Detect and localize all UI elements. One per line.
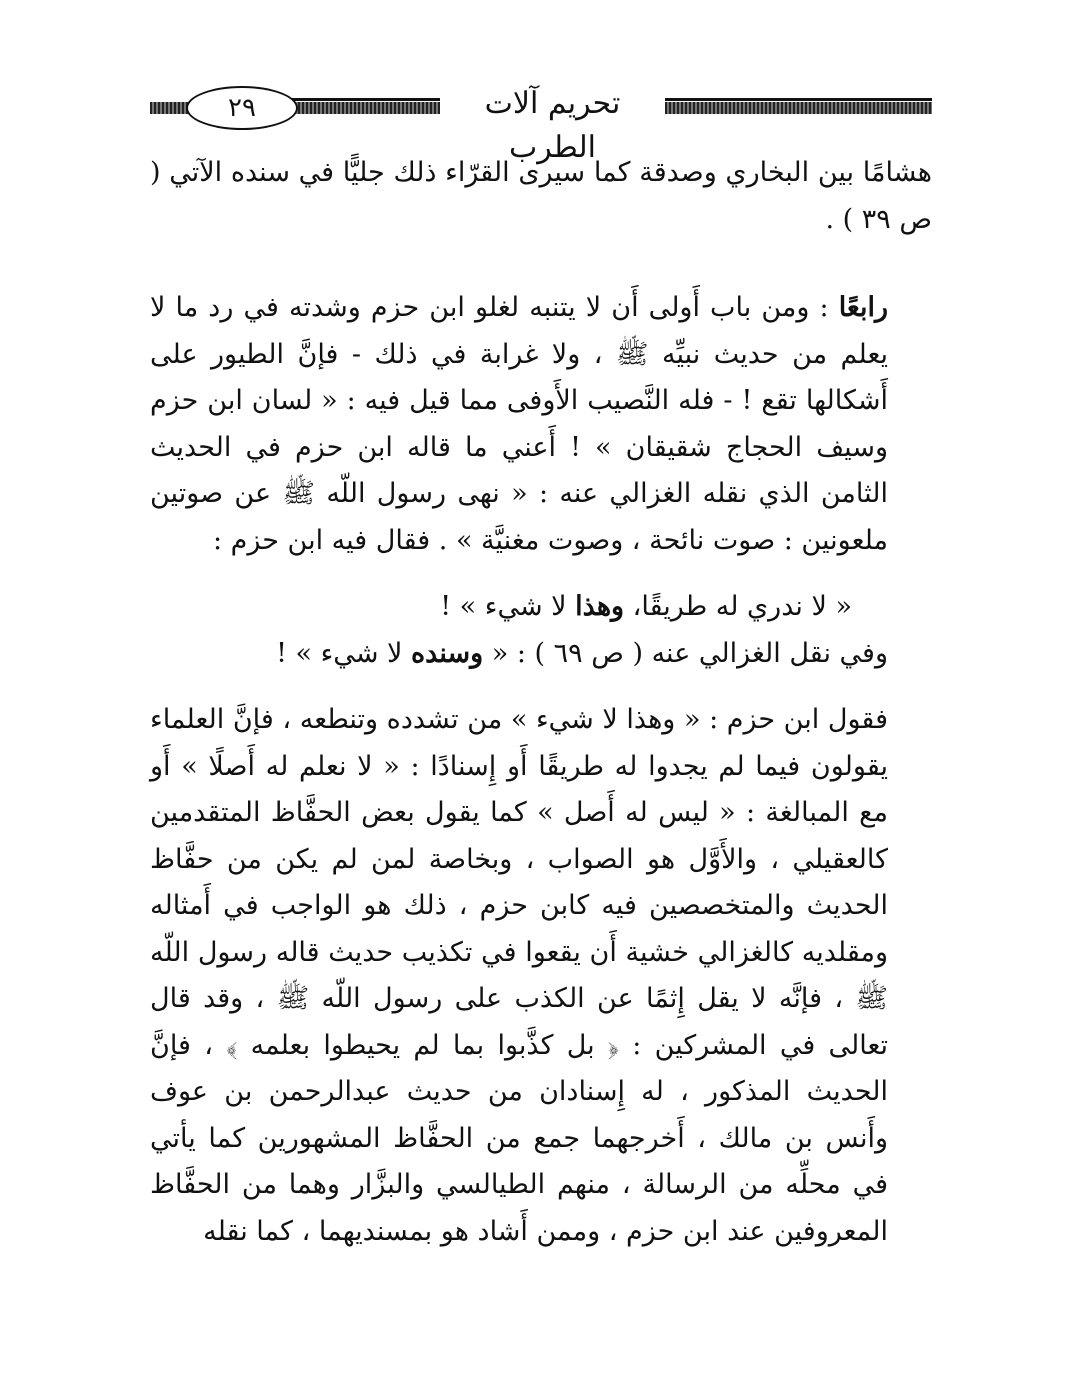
paragraph-gap <box>150 564 932 584</box>
quote-ibn-hazm <box>150 584 932 631</box>
page-body <box>150 150 932 1255</box>
paragraph-gap <box>150 677 932 697</box>
paragraph-fourth-point <box>150 285 932 564</box>
running-title: تحريم آلات الطرب <box>484 86 621 165</box>
header-rule-right <box>665 102 932 114</box>
quote-emphasis: وسنده <box>411 637 484 669</box>
point-label: رابعًا <box>838 292 888 323</box>
paragraph-continuation: هشامًا بين البخاري وصدقة كما سيرى القرّاء ذلك جليًّا في سنده الآتي ( ص ٣٩ ) . <box>150 157 932 235</box>
paragraph-gap <box>150 243 932 285</box>
quote-text: وفي نقل الغزالي عنه ( ص ٦٩ ) : « <box>483 637 888 669</box>
quote-text: لا شيء » ! <box>440 591 576 622</box>
page-header <box>150 82 932 165</box>
paragraph-commentary: فقول ابن حزم : « وهذا لا شيء » من تشدده وتنطعه ، فإنَّ العلماء يقولون فيما لم يجدوا له طريقًا أَو إِسنادًا : « لا نعلم له أَصلًا » أَو مع المبالغة : « ليس له أَصل » كما يقول بعض الحفَّاظ المتقدمين كالعقيلي ، والأَوَّل هو الصواب ، وبخاصة لمن لم يكن من حفَّاظ الحديث والمتخصصين فيه كابن حزم ، ذلك هو الواجب في أَمثاله ومقلديه كالغزالي خشية أَن يقعوا في تكذيب حديث قاله رسول اللّه ﷺ ، فإنَّه لا يقل إِثمًا عن الكذب على رسول اللّه ﷺ ، وقد قال تعالى في المشركين : ﴿ بل كذَّبوا بما لم يحيطوا بعلمه ﴾ ، فإنَّ الحديث المذكور ، له إِسنادان من حديث عبدالرحمن بن عوف وأَنس بن مالك ، أَخرجهما جمع من الحفَّاظ المشهورين كما يأتي في محلِّه من الرسالة ، منهم الطيالسي والبزَّار وهما من الحفَّاظ المعروفين عند ابن حزم ، وممن أَشاد هو بمسنديهما ، كما نقله <box>150 704 888 1247</box>
quote-text: « لا ندري له طريقًا، <box>624 591 852 622</box>
header-rule-right-top <box>665 98 932 101</box>
quote-ghazali-transmission <box>150 631 932 678</box>
quote-text: لا شيء » ! <box>276 637 411 669</box>
page-number: ٢٩ <box>186 86 298 130</box>
paragraph-text: : ومن باب أَولى أَن لا يتنبه لغلو ابن حزم وشدته في رد ما لا يعلم من حديث نبيِّه ﷺ ، ولا غرابة في ذلك - فإنَّ الطيور على أَشكالها تقع ! - فله النَّصيب الأَوفى مما قيل فيه : « لسان ابن حزم وسيف الحجاج شقيقان » ! أَعني ما قاله ابن حزم في الحديث الثامن الذي نقله الغزالي عنه : « نهى رسول اللّه ﷺ عن صوتين ملعونين : صوت نائحة ، وصوت مغنيَّة » . فقال فيه ابن حزم : <box>150 292 888 556</box>
quote-emphasis: وهذا <box>575 591 625 622</box>
